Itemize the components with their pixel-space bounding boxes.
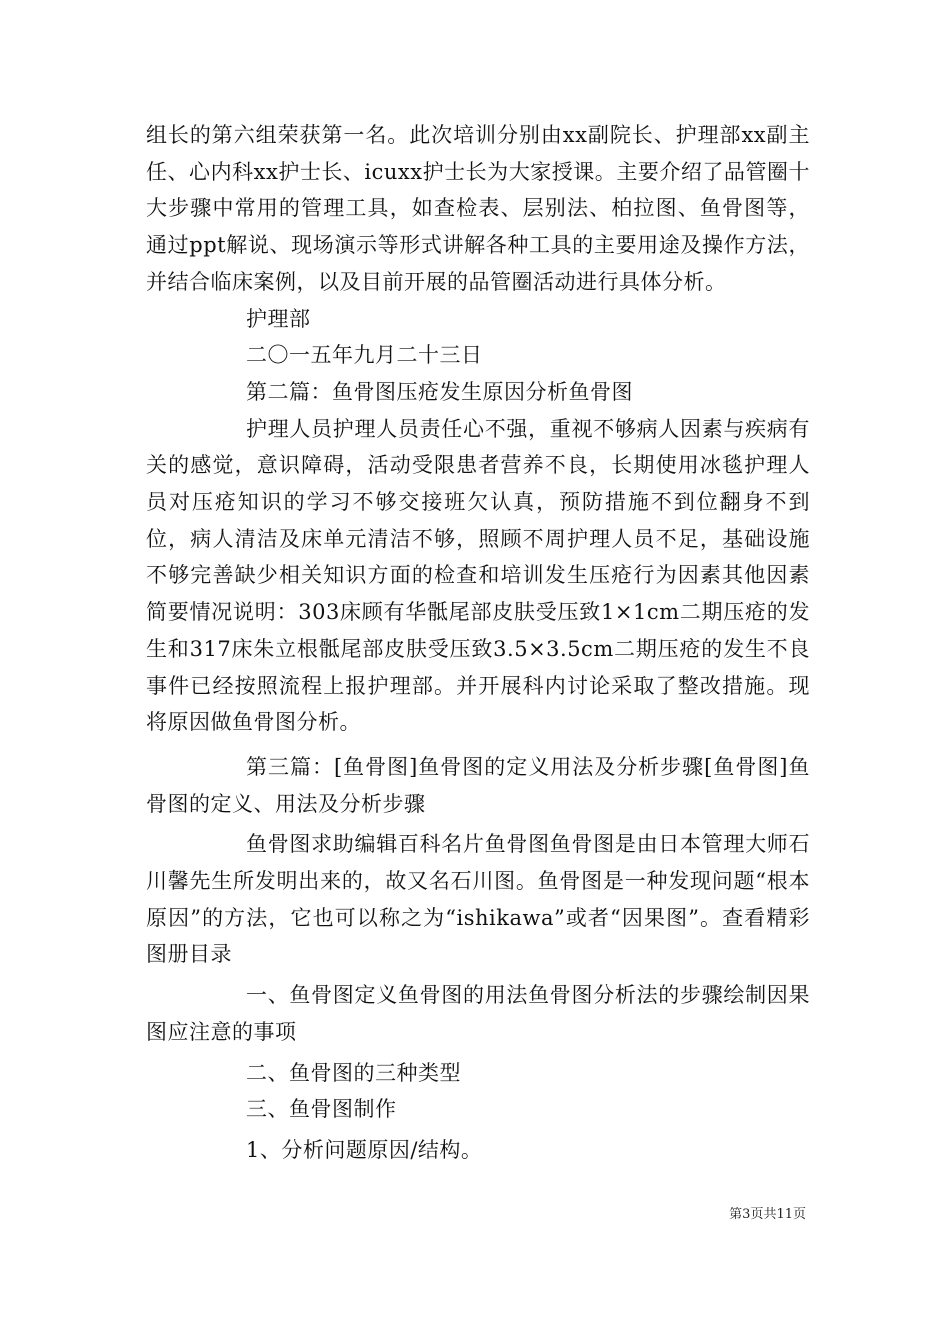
toc-item-1: 一、鱼骨图定义鱼骨图的用法鱼骨图分析法的步骤绘制因果图应注意的事项 <box>146 983 810 1044</box>
paragraph-fishbone-definition: 鱼骨图求助编辑百科名片鱼骨图鱼骨图是由日本管理大师石川馨先生所发明出来的，故又名石川图。鱼骨图是一种发现问题“根本原因”的方法，它也可以称之为“ishikawa”或者“因果图”。查看精彩图册目录 <box>146 832 810 967</box>
signature-department: 护理部 <box>246 306 311 331</box>
page-number: 第3页共11页 <box>729 1207 806 1222</box>
toc-item-2: 二、鱼骨图的三种类型 <box>246 1060 461 1085</box>
paragraph-pressure-sore-analysis: 护理人员护理人员责任心不强，重视不够病人因素与疾病有关的感觉，意识障碍，活动受限患者营养不良，长期使用冰毯护理人员对压疮知识的学习不够交接班欠认真，预防措施不到位翻身不到位，病人清洁及床单元清洁不够，照顾不周护理人员不足，基础设施不够完善缺少相关知识方面的检查和培训发生压疮行为因素其他因素简要情况说明：303床顾有华骶尾部皮肤受压致1×1cm二期压疮的发生和317床朱立根骶尾部皮肤受压致3.5×3.5cm二期压疮的发生不良事件已经按照流程上报护理部。并开展科内讨论采取了整改措施。现将原因做鱼骨图分析。 <box>146 416 810 735</box>
paragraph-training-summary: 组长的第六组荣获第一名。此次培训分别由xx副院长、护理部xx副主任、心内科xx护士长、icuxx护士长为大家授课。主要介绍了品管圈十大步骤中常用的管理工具，如查检表、层别法、柏拉图、鱼骨图等，通过ppt解说、现场演示等形式讲解各种工具的主要用途及操作方法，并结合临床案例，以及目前开展的品管圈活动进行具体分析。 <box>146 123 810 294</box>
section-heading-part2: 第二篇：鱼骨图压疮发生原因分析鱼骨图 <box>246 379 633 404</box>
toc-item-3: 三、鱼骨图制作 <box>246 1097 397 1122</box>
page-body <box>146 117 810 1169</box>
signature-date: 二〇一五年九月二十三日 <box>246 343 483 368</box>
section-heading-part3: 第三篇：[鱼骨图]鱼骨图的定义用法及分析步骤[鱼骨图]鱼骨图的定义、用法及分析步骤 <box>146 754 810 816</box>
step-item-1: 1、分析问题原因/结构。 <box>246 1137 483 1162</box>
